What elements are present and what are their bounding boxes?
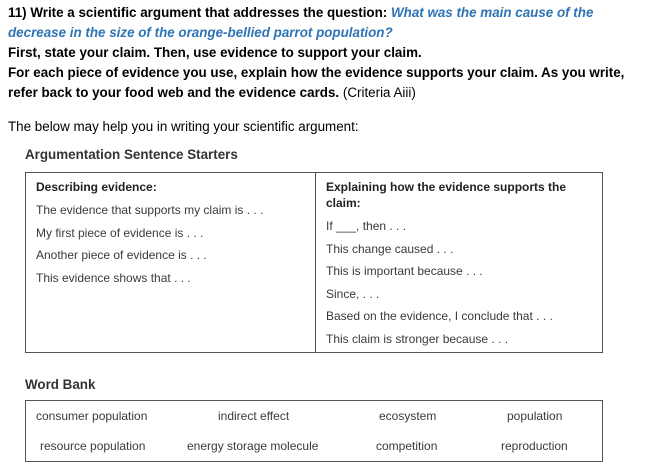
starter-item: This claim is stronger because . . . xyxy=(326,331,509,346)
starter-item: This is important because . . . xyxy=(326,264,483,278)
word-bank-item: energy storage molecule xyxy=(187,439,319,453)
word-bank-item: consumer population xyxy=(36,409,148,423)
word-bank-item: resource population xyxy=(40,439,146,453)
word-bank-table xyxy=(25,400,603,462)
word-bank-heading: Word Bank xyxy=(25,377,96,392)
starters-heading: Argumentation Sentence Starters xyxy=(25,147,238,162)
question-block xyxy=(8,3,648,103)
instruction-claim: First, state your claim. Then, use evidence to support your claim. xyxy=(8,45,422,60)
starter-item: My first piece of evidence is . . . xyxy=(36,225,204,240)
right-column-header: Explaining how the evidence supports the claim: xyxy=(326,180,567,210)
starter-item: Based on the evidence, I conclude that . . . xyxy=(326,309,553,323)
word-bank-item: competition xyxy=(376,439,438,453)
sentence-starters-table xyxy=(25,172,603,353)
word-bank-item: ecosystem xyxy=(379,409,437,423)
starter-item: This evidence shows that . . . xyxy=(36,270,191,285)
word-bank-item: population xyxy=(507,409,563,423)
starter-item: If ___, then . . . xyxy=(326,219,407,233)
starter-item: Since, . . . xyxy=(326,286,380,301)
question-number: 11) Write a scientific argument that addresses the question: xyxy=(8,5,388,20)
describing-evidence-column xyxy=(26,173,316,352)
starter-item: Another piece of evidence is . . . xyxy=(36,248,207,262)
instruction-evidence: For each piece of evidence you use, explain how the evidence supports your claim. As you write, refer back to your food web and the evidence cards. xyxy=(8,65,625,100)
starter-item: The evidence that supports my claim is . . . xyxy=(36,203,264,217)
word-bank-item: indirect effect xyxy=(218,409,290,423)
criteria-label: (Criteria Aiii) xyxy=(342,85,416,100)
question-text: What was the main cause of the decrease in the size of the orange-bellied parrot population? xyxy=(8,5,594,40)
explaining-evidence-column xyxy=(316,173,602,352)
left-column-header: Describing evidence: xyxy=(36,180,157,194)
word-bank-item: reproduction xyxy=(501,439,568,453)
helper-text: The below may help you in writing your scientific argument: xyxy=(8,119,359,134)
starter-item: This change caused . . . xyxy=(326,241,454,256)
